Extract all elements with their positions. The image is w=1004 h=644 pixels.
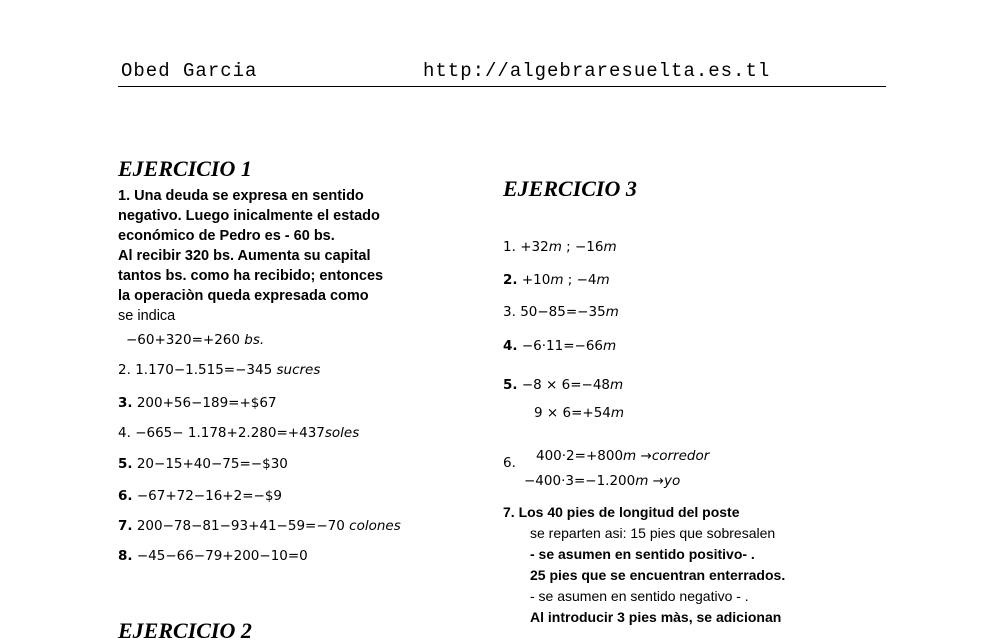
item-number: 5. (118, 456, 133, 472)
exercise-1-problem-1 (118, 186, 383, 326)
equation-1 (126, 332, 264, 348)
ex3-item-3 (503, 304, 619, 320)
equation-text: −6·11=−66 (521, 338, 603, 354)
text-line: la operaciòn queda expresada como (118, 288, 369, 304)
text-line: negativo. Luego inicalmente el estado (118, 208, 380, 224)
equation-text: 20−15+40−75=−$30 (136, 456, 288, 472)
item-number: 4. (503, 338, 518, 354)
equation-8 (118, 548, 308, 564)
text-line: tantos bs. como ha recibido; entonces (118, 268, 384, 284)
ex3-item-6a (536, 448, 709, 464)
variable: m (603, 338, 617, 354)
text-line: - se asumen en sentido positivo- . (530, 546, 755, 562)
variable: m (550, 272, 564, 288)
text-line: Al recibir 320 bs. Aumenta su capital (118, 248, 371, 264)
variable: m (603, 239, 617, 255)
ex3-item-5b (534, 405, 624, 421)
equation-unit: bs. (244, 332, 265, 348)
ex3-item-4 (503, 338, 616, 354)
variable: m (610, 405, 625, 421)
equation-6 (118, 488, 282, 504)
text-line: 7. Los 40 pies de longitud del poste (503, 504, 740, 520)
text-line: se indica (118, 308, 176, 324)
equation-text: −8 × 6=−48 (521, 377, 611, 393)
equation-text: −665− 1.178+2.280=+437 (135, 425, 325, 441)
equation-text: 1.170−1.515=−345 (135, 362, 273, 378)
text-line: 1. Una deuda se expresa en sentido (118, 188, 364, 204)
ex3-item-1 (503, 239, 617, 255)
text-line: 25 pies que se encuentran enterrados. (530, 567, 786, 583)
item-number: 8. (118, 548, 133, 564)
item-number: 3. (118, 395, 133, 411)
item-number: 2. (118, 362, 131, 378)
variable: m (635, 473, 649, 489)
text-line: Al introducir 3 pies màs, se adicionan (530, 609, 782, 625)
exercise-3-title: EJERCICIO 3 (503, 176, 637, 201)
equation-text: +10 (521, 272, 551, 288)
variable: m (596, 272, 610, 288)
ex3-problem-7 (503, 502, 785, 628)
item-number: 6. (503, 455, 516, 471)
arrow: → (636, 448, 652, 464)
item-number: 4. (118, 425, 131, 441)
item-number: 2. (503, 272, 518, 288)
item-number: 1. (503, 239, 516, 255)
equation-4 (118, 425, 359, 441)
equation-2 (118, 362, 320, 378)
label: corredor (651, 448, 710, 464)
variable: m (605, 304, 619, 320)
equation-text: −60+320=+260 (126, 332, 240, 348)
equation-unit: soles (324, 425, 360, 441)
equation-text: 9 × 6=+54 (534, 405, 611, 421)
variable: m (548, 239, 562, 255)
equation-3 (118, 395, 277, 411)
arrow: → (648, 473, 664, 489)
exercise-1-title: EJERCICIO 1 (118, 156, 252, 181)
item-number: 3. (503, 304, 516, 320)
equation-7 (118, 518, 401, 534)
equation-text: 400·2=+800 (536, 448, 624, 464)
site-url[interactable]: http://algebraresuelta.es.tl (423, 60, 771, 82)
item-number: 5. (503, 377, 518, 393)
equation-text: 200−78−81−93+41−59=−70 (136, 518, 345, 534)
equation-text: +32 (520, 239, 549, 255)
ex3-item-2 (503, 272, 610, 288)
equation-text: 200+56−189=+$67 (136, 395, 277, 411)
ex3-item-6b (524, 473, 680, 489)
equation-text: −67+72−16+2=−$9 (136, 488, 282, 504)
equation-text: ; −4 (563, 272, 597, 288)
equation-text: −45−66−79+200−10=0 (136, 548, 308, 564)
item-number: 6. (118, 488, 133, 504)
text-line: económico de Pedro es - 60 bs. (118, 228, 335, 244)
equation-text: ; −16 (561, 239, 604, 255)
equation-unit: colones (349, 518, 401, 534)
label: yo (664, 473, 681, 489)
variable: m (610, 377, 624, 393)
variable: m (623, 448, 637, 464)
exercise-2-title: EJERCICIO 2 (118, 618, 252, 643)
item-number: 7. (118, 518, 133, 534)
text-line: se reparten asi: 15 pies que sobresalen (530, 525, 776, 541)
ex3-item-5a (503, 377, 623, 393)
text-line: - se asumen en sentido negativo - . (530, 588, 749, 604)
author-name: Obed Garcia (121, 60, 258, 82)
equation-text: 50−85=−35 (520, 304, 606, 320)
equation-text: −400·3=−1.200 (524, 473, 636, 489)
equation-5 (118, 456, 288, 472)
equation-unit: sucres (276, 362, 321, 378)
page-header (118, 58, 886, 87)
ex3-item-6-number (503, 455, 516, 471)
